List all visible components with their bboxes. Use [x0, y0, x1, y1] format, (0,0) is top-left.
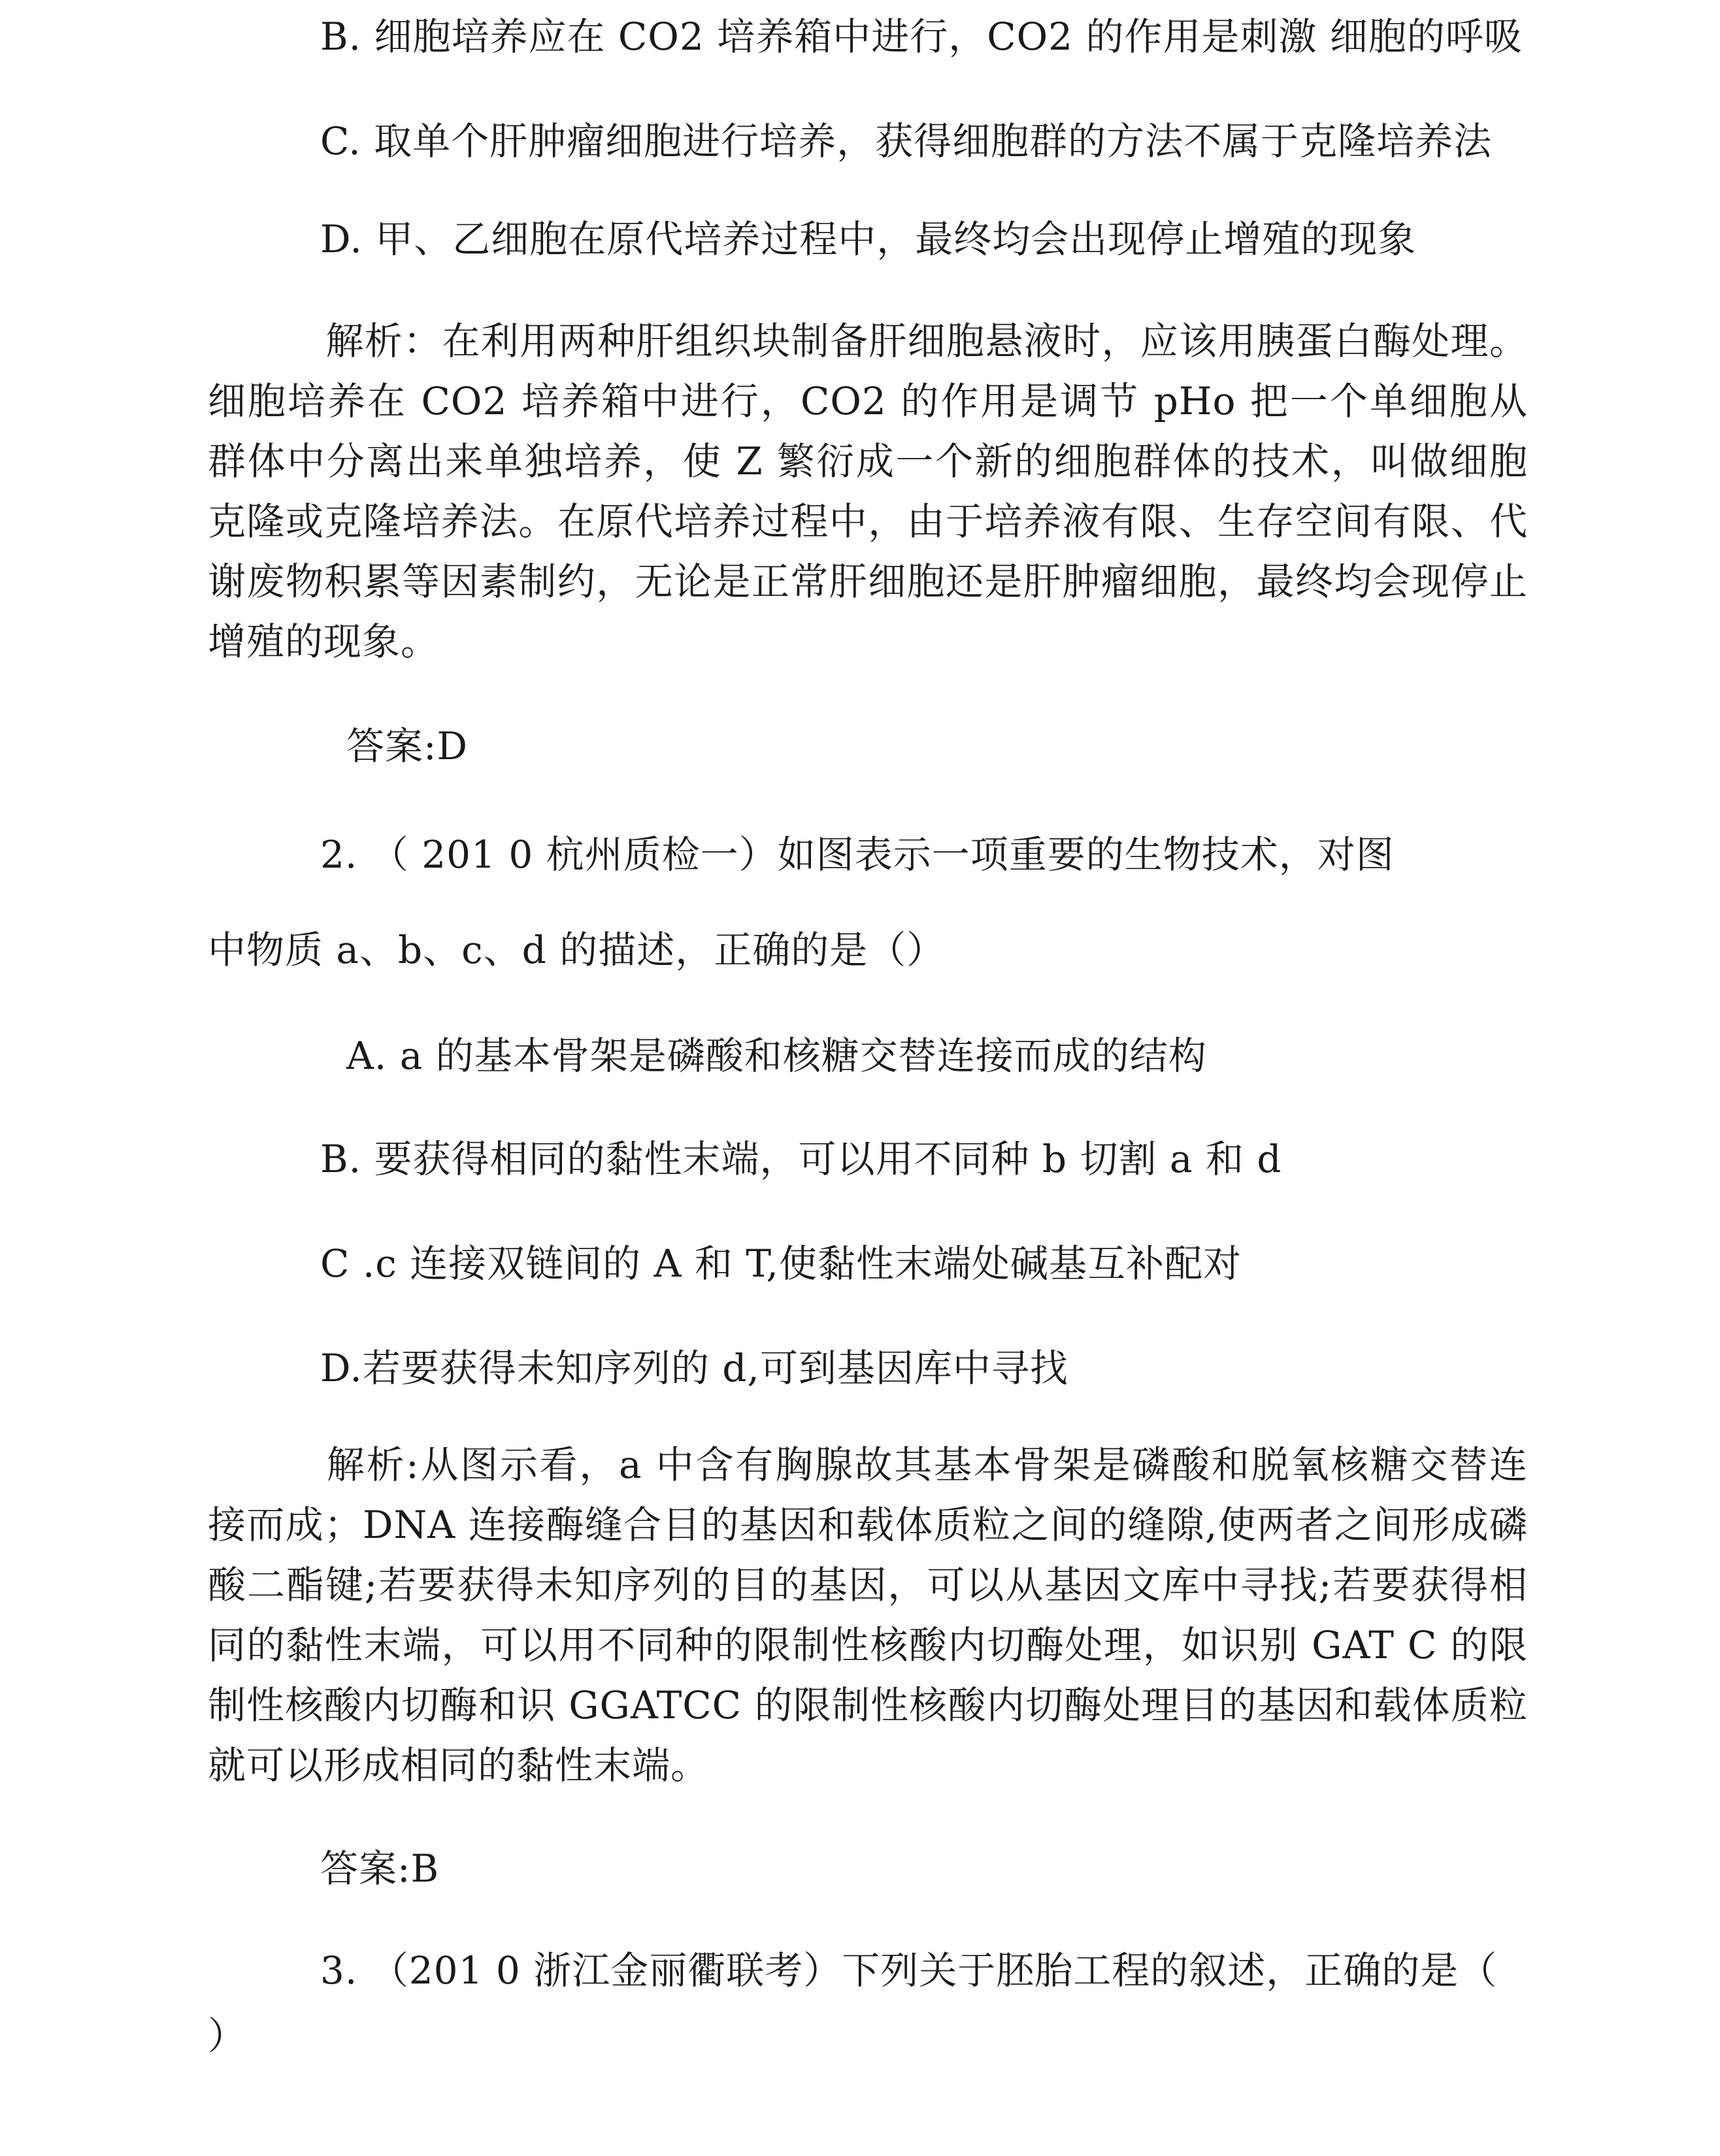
- q1-answer: 答案:D: [346, 724, 469, 768]
- q2-stem-line2: 中物质 a、b、c、d 的描述，正确的是（）: [208, 928, 946, 972]
- q2-option-c: C .c 连接双链间的 A 和 T,使黏性末端处碱基互补配对: [320, 1241, 1242, 1286]
- q2-option-a: A. a 的基本骨架是磷酸和核糖交替连接而成的结构: [346, 1034, 1207, 1078]
- q3-stem-line1: 3. （201 0 浙江金丽衢联考）下列关于胚胎工程的叙述，正确的是（: [320, 1948, 1498, 1993]
- q1-analysis: [208, 311, 1528, 672]
- q3-stem-line2: ）: [208, 2014, 247, 2058]
- q2-option-b: B. 要获得相同的黏性末端，可以用不同种 b 切割 a 和 d: [320, 1137, 1282, 1181]
- q2-analysis: [208, 1435, 1528, 1795]
- q2-analysis-text: 解析:从图示看，a 中含有胸腺故其基本骨架是磷酸和脱氧核糖交替连接而成；DNA 连接酶缝合目的基因和载体质粒之间的缝隙,使两者之间形成磷酸二酯键;若要获得未知序列的目的基因，可以从基因文库中寻找;若要获得相同的黏性末端，可以用不同种的限制性核酸内切酶处理，如识别 GAT C 的限制性核酸内切酶和识 GGATCC 的限制性核酸内切酶处理目的基因和载体质粒就可以形成相同的黏性末端。: [208, 1443, 1528, 1788]
- q1-option-d: D. 甲、乙细胞在原代培养过程中，最终均会出现停止增殖的现象: [320, 217, 1417, 261]
- q2-answer: 答案:B: [320, 1846, 440, 1891]
- q1-analysis-text: 解析：在利用两种肝组织块制备肝细胞悬液时，应该用胰蛋白酶处理。细胞培养在 CO2 培养箱中进行，CO2 的作用是调节 pHo 把一个单细胞从群体中分离出来单独培养，使 Z 繁衍成一个新的细胞群体的技术，叫做细胞克隆或克隆培养法。在原代培养过程中，由于培养液有限、生存空间有限、代谢废物积累等因素制约，无论是正常肝细胞还是肝肿瘤细胞，最终均会现停止增殖的现象。: [208, 319, 1528, 664]
- q1-option-b: B. 细胞培养应在 CO2 培养箱中进行，CO2 的作用是刺激 细胞的呼吸: [320, 14, 1523, 59]
- q2-stem-line1: 2. （ 201 0 杭州质检一）如图表示一项重要的生物技术，对图: [320, 832, 1395, 877]
- q2-option-d: D.若要获得未知序列的 d,可到基因库中寻找: [320, 1346, 1068, 1390]
- q1-option-c: C. 取单个肝肿瘤细胞进行培养，获得细胞群的方法不属于克隆培养法: [320, 119, 1493, 163]
